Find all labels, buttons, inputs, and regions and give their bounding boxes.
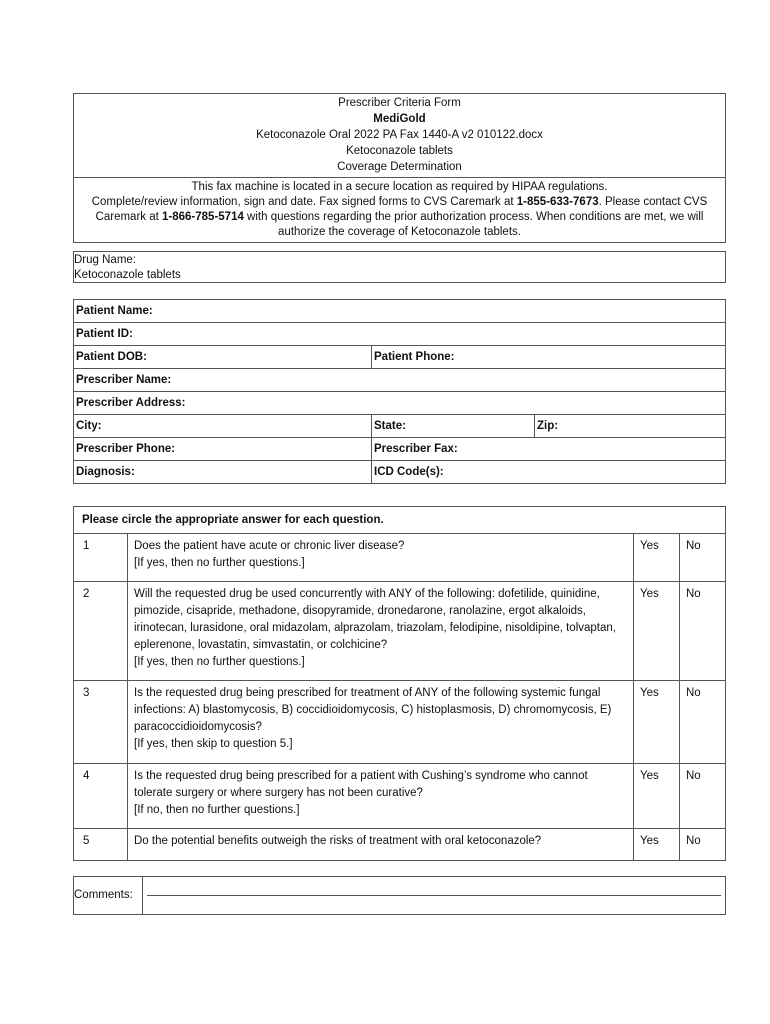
diagnosis-field[interactable]: Diagnosis:	[74, 461, 372, 484]
zip-field[interactable]: Zip:	[535, 415, 726, 438]
coverage-determination: Coverage Determination	[337, 161, 462, 173]
header-notice	[74, 177, 725, 242]
plan-name: MediGold	[373, 113, 426, 125]
drug-name-label: Drug Name:	[74, 254, 136, 266]
answer-yes[interactable]: Yes	[634, 829, 680, 861]
question-3-text: Is the requested drug being prescribed for treatment of ANY of the following systemic fungal infections: A) blastomycosis, B) coccidioidomycosis, C) histoplasmosis, D) chromomycosis, E) paracoccidioidomycosis?	[134, 687, 612, 733]
drug-name-value: Ketoconazole tablets	[74, 269, 181, 281]
answer-yes[interactable]: Yes	[634, 681, 680, 764]
question-text	[128, 582, 634, 681]
answer-no[interactable]: No	[680, 681, 726, 764]
contact-text: . Please contact CVS Caremark at	[95, 196, 708, 223]
city-field[interactable]: City:	[74, 415, 372, 438]
fax-instructions	[78, 195, 721, 240]
header-titles	[74, 94, 725, 177]
questions-instruction: Please circle the appropriate answer for each question.	[74, 507, 726, 534]
question-4-note: [If no, then no further questions.]	[134, 804, 300, 816]
patient-info-table	[73, 299, 726, 484]
prescriber-name-field[interactable]: Prescriber Name:	[74, 369, 726, 392]
question-4-text: Is the requested drug being prescribed for a patient with Cushing’s syndrome who cannot tolerate surgery or where surgery has not been curative?	[134, 770, 588, 799]
answer-no[interactable]: No	[680, 764, 726, 829]
question-3-note: [If yes, then skip to question 5.]	[134, 738, 293, 750]
icd-codes-field[interactable]: ICD Code(s):	[372, 461, 726, 484]
file-name: Ketoconazole Oral 2022 PA Fax 1440-A v2 010122.docx	[256, 129, 543, 141]
header-drug: Ketoconazole tablets	[346, 145, 453, 157]
authorization-text: with questions regarding the prior authorization process. When conditions are met, we will authorize the coverage of Ketoconazole tablets.	[243, 211, 704, 238]
drug-name-box	[73, 251, 726, 283]
prescriber-fax-field[interactable]: Prescriber Fax:	[372, 438, 726, 461]
question-text	[128, 764, 634, 829]
question-2-text: Will the requested drug be used concurrently with ANY of the following: dofetilide, quinidine, pimozide, cisapride, methadone, disopyramide, dronedarone, ranolazine, ergot alkaloids, irinotecan, lurasidone, oral midazolam, alprazolam, triazolam, felodipine, nisoldipine, tolvaptan, eplerenone, lovastatin, simvastatin, or colchicine?	[134, 588, 616, 651]
patient-dob-field[interactable]: Patient DOB:	[74, 346, 372, 369]
question-row	[74, 764, 726, 829]
form-header	[73, 93, 726, 243]
question-text	[128, 829, 634, 861]
question-number: 5	[74, 829, 128, 861]
question-number: 4	[74, 764, 128, 829]
answer-no[interactable]: No	[680, 829, 726, 861]
question-row	[74, 829, 726, 861]
prescriber-address-field[interactable]: Prescriber Address:	[74, 392, 726, 415]
answer-no[interactable]: No	[680, 582, 726, 681]
question-1-text: Does the patient have acute or chronic liver disease?	[134, 540, 405, 552]
question-1-note: [If yes, then no further questions.]	[134, 557, 305, 569]
question-5-text: Do the potential benefits outweigh the risks of treatment with oral ketoconazole?	[134, 835, 542, 847]
comments-input-line[interactable]	[147, 895, 721, 896]
question-row	[74, 534, 726, 582]
question-text	[128, 534, 634, 582]
question-number: 1	[74, 534, 128, 582]
question-text	[128, 681, 634, 764]
answer-no[interactable]: No	[680, 534, 726, 582]
patient-name-field[interactable]: Patient Name:	[74, 300, 726, 323]
question-row	[74, 582, 726, 681]
fax-number: 1-855-633-7673	[516, 196, 599, 208]
comments-box	[73, 876, 726, 915]
answer-yes[interactable]: Yes	[634, 764, 680, 829]
patient-phone-field[interactable]: Patient Phone:	[372, 346, 726, 369]
prescriber-phone-field[interactable]: Prescriber Phone:	[74, 438, 372, 461]
question-row	[74, 681, 726, 764]
question-number: 2	[74, 582, 128, 681]
fax-instructions-text: Complete/review information, sign and date. Fax signed forms to CVS Caremark at	[91, 196, 517, 208]
comments-label: Comments:	[74, 877, 143, 914]
questions-table	[73, 506, 726, 861]
patient-id-field[interactable]: Patient ID:	[74, 323, 726, 346]
state-field[interactable]: State:	[372, 415, 535, 438]
answer-yes[interactable]: Yes	[634, 534, 680, 582]
question-2-note: [If yes, then no further questions.]	[134, 656, 305, 668]
form-title: Prescriber Criteria Form	[338, 97, 461, 109]
phone-number: 1-866-785-5714	[162, 211, 244, 223]
hipaa-notice: This fax machine is located in a secure location as required by HIPAA regulations.	[191, 181, 608, 193]
question-number: 3	[74, 681, 128, 764]
answer-yes[interactable]: Yes	[634, 582, 680, 681]
